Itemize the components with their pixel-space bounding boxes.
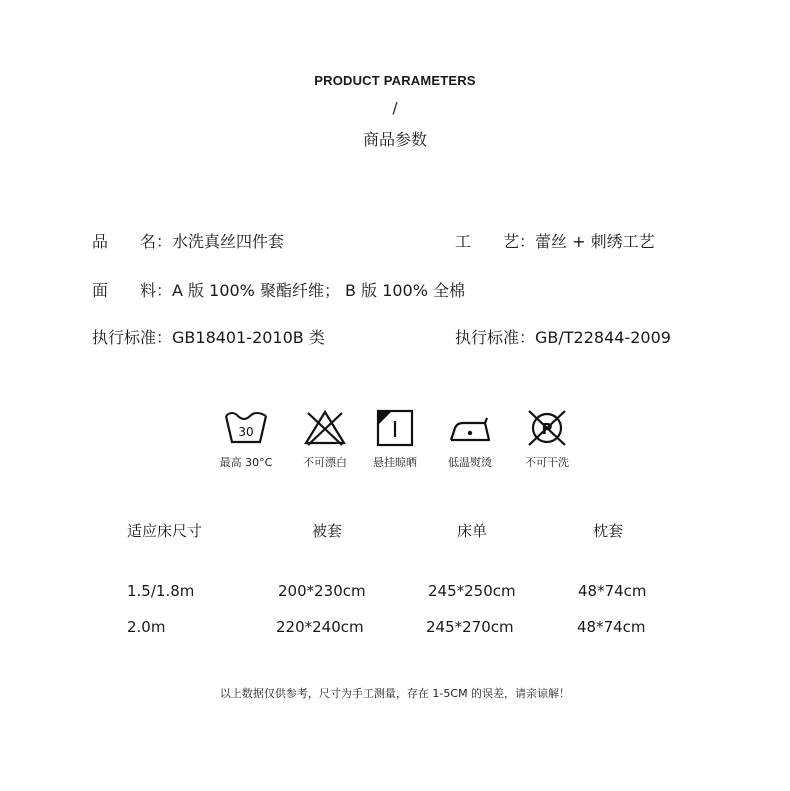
care-wash [211,408,281,470]
spec-material [92,278,465,301]
table-cell: 245*250cm [428,582,516,600]
spec-standard-1 [92,325,325,348]
dry-clean-letter: P [541,420,553,438]
care-iron-label: 低温熨烫 [448,456,492,469]
care-iron [435,408,505,470]
spec-standard-2-label: 执行标准： [455,328,536,347]
table-cell: 200*230cm [278,582,366,600]
spec-standard-1-label: 执行标准： [92,328,173,347]
care-no-bleach [290,408,360,470]
care-hang-dry [360,408,430,470]
spec-standard-2-value: GB/T22844-2009 [535,328,671,347]
table-cell: 220*240cm [276,618,364,636]
table-header-pillowcase: 枕套 [593,522,624,540]
table-cell: 2.0m [127,618,166,636]
disclaimer-note: 以上数据仅供参考，尺寸为手工测量，存在 1-5CM 的误差，请亲谅解！ [219,687,571,700]
hang-dry-shade-icon [372,408,418,448]
spec-name-value: 水洗真丝四件套 [172,232,285,251]
care-wash-label: 最高 30°C [219,456,273,469]
table-cell: 48*74cm [577,618,646,636]
table-cell: 1.5/1.8m [127,582,195,600]
spec-craft-label: 工 艺： [455,232,536,251]
table-header-duvet: 被套 [312,522,343,540]
no-bleach-icon [302,408,348,448]
table-cell: 245*270cm [426,618,514,636]
title-chinese: 商品参数 [362,130,427,149]
wash-30-icon [223,408,269,448]
spec-material-value: A 版 100% 聚酯纤维； B 版 100% 全棉 [172,281,466,300]
spec-name [92,229,284,252]
spec-name-label: 品 名： [92,232,173,251]
care-no-bleach-label: 不可漂白 [303,456,347,469]
care-no-dry-clean [512,408,582,470]
spec-craft-value: 蕾丝 + 刺绣工艺 [535,232,655,251]
spec-standard-2 [455,325,671,348]
table-cell: 48*74cm [578,582,647,600]
no-dry-clean-icon [524,408,570,448]
wash-temp-text: 30 [238,425,254,439]
title-separator: / [392,99,398,117]
spec-material-label: 面 料： [92,281,173,300]
table-header-sheet: 床单 [457,522,488,540]
title-english: PRODUCT PARAMETERS [314,73,476,88]
care-no-dry-clean-label: 不可干洗 [525,456,569,469]
iron-low-icon [447,408,493,448]
spec-standard-1-value: GB18401-2010B 类 [172,328,325,347]
table-header-bed-size: 适应床尺寸 [127,522,203,540]
spec-craft [455,229,655,252]
care-hang-dry-label: 悬挂晾晒 [373,456,417,469]
